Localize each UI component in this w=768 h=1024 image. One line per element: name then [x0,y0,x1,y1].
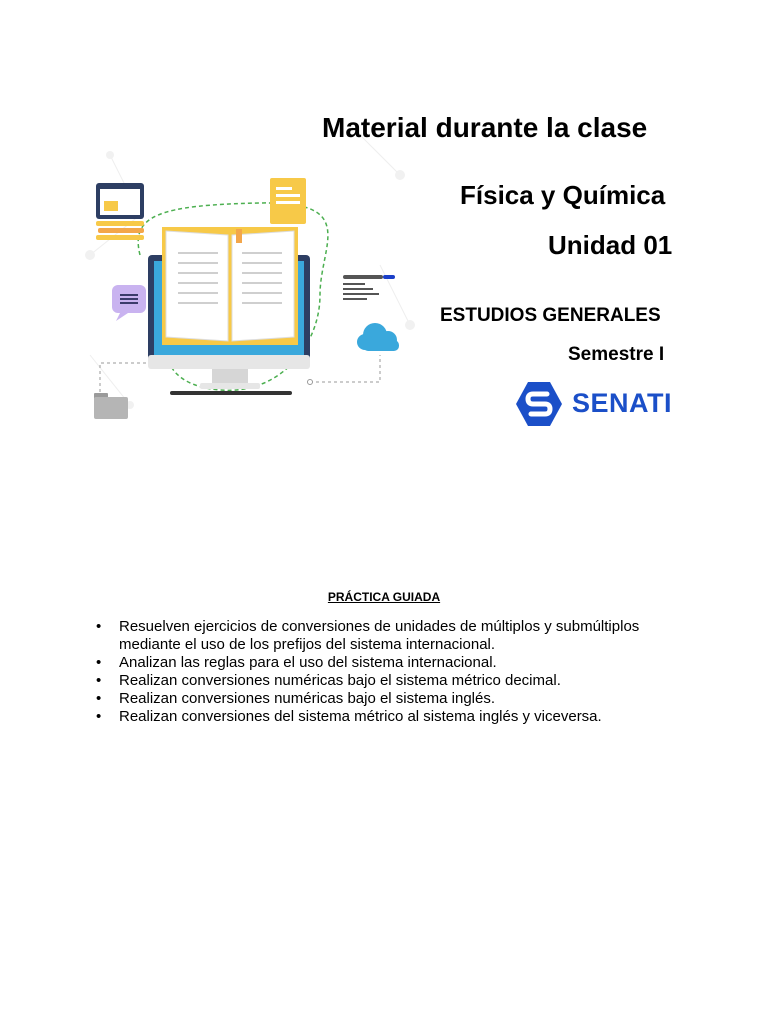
senati-logo [514,380,674,428]
list-item: • Resuelven ejercicios de conversiones de unidades de múltiplos y submúltiplos mediante el uso de los prefijos del sistema internacional. [93,618,693,654]
header-illustration [80,95,420,440]
section-heading: PRÁCTICA GUIADA [327,590,441,604]
chat-bubble-icon [112,285,146,321]
unit-label: Unidad 01 [548,230,673,260]
list-lines-icon [343,275,395,300]
course-subject: Física y Química [460,180,666,210]
department-label: ESTUDIOS GENERALES [440,305,661,326]
list-item: • Realizan conversiones del sistema métrico al sistema inglés y viceversa. [93,708,693,726]
list-item: • Realizan conversiones numéricas bajo el sistema métrico decimal. [93,672,693,690]
activity-list [93,618,693,726]
browser-window-icon [96,183,144,240]
logo-wordmark: SENATI [572,388,673,418]
semester-label: Semestre I [568,344,665,365]
list-item: • Realizan conversiones numéricas bajo el sistema inglés. [93,690,693,708]
document-icon [270,178,306,224]
senati-s-logo-icon [514,380,564,428]
list-item: • Analizan las reglas para el uso del sistema internacional. [93,654,693,672]
document-title: Material durante la clase [322,112,648,143]
cloud-icon [357,323,399,351]
book-icon [162,227,298,345]
